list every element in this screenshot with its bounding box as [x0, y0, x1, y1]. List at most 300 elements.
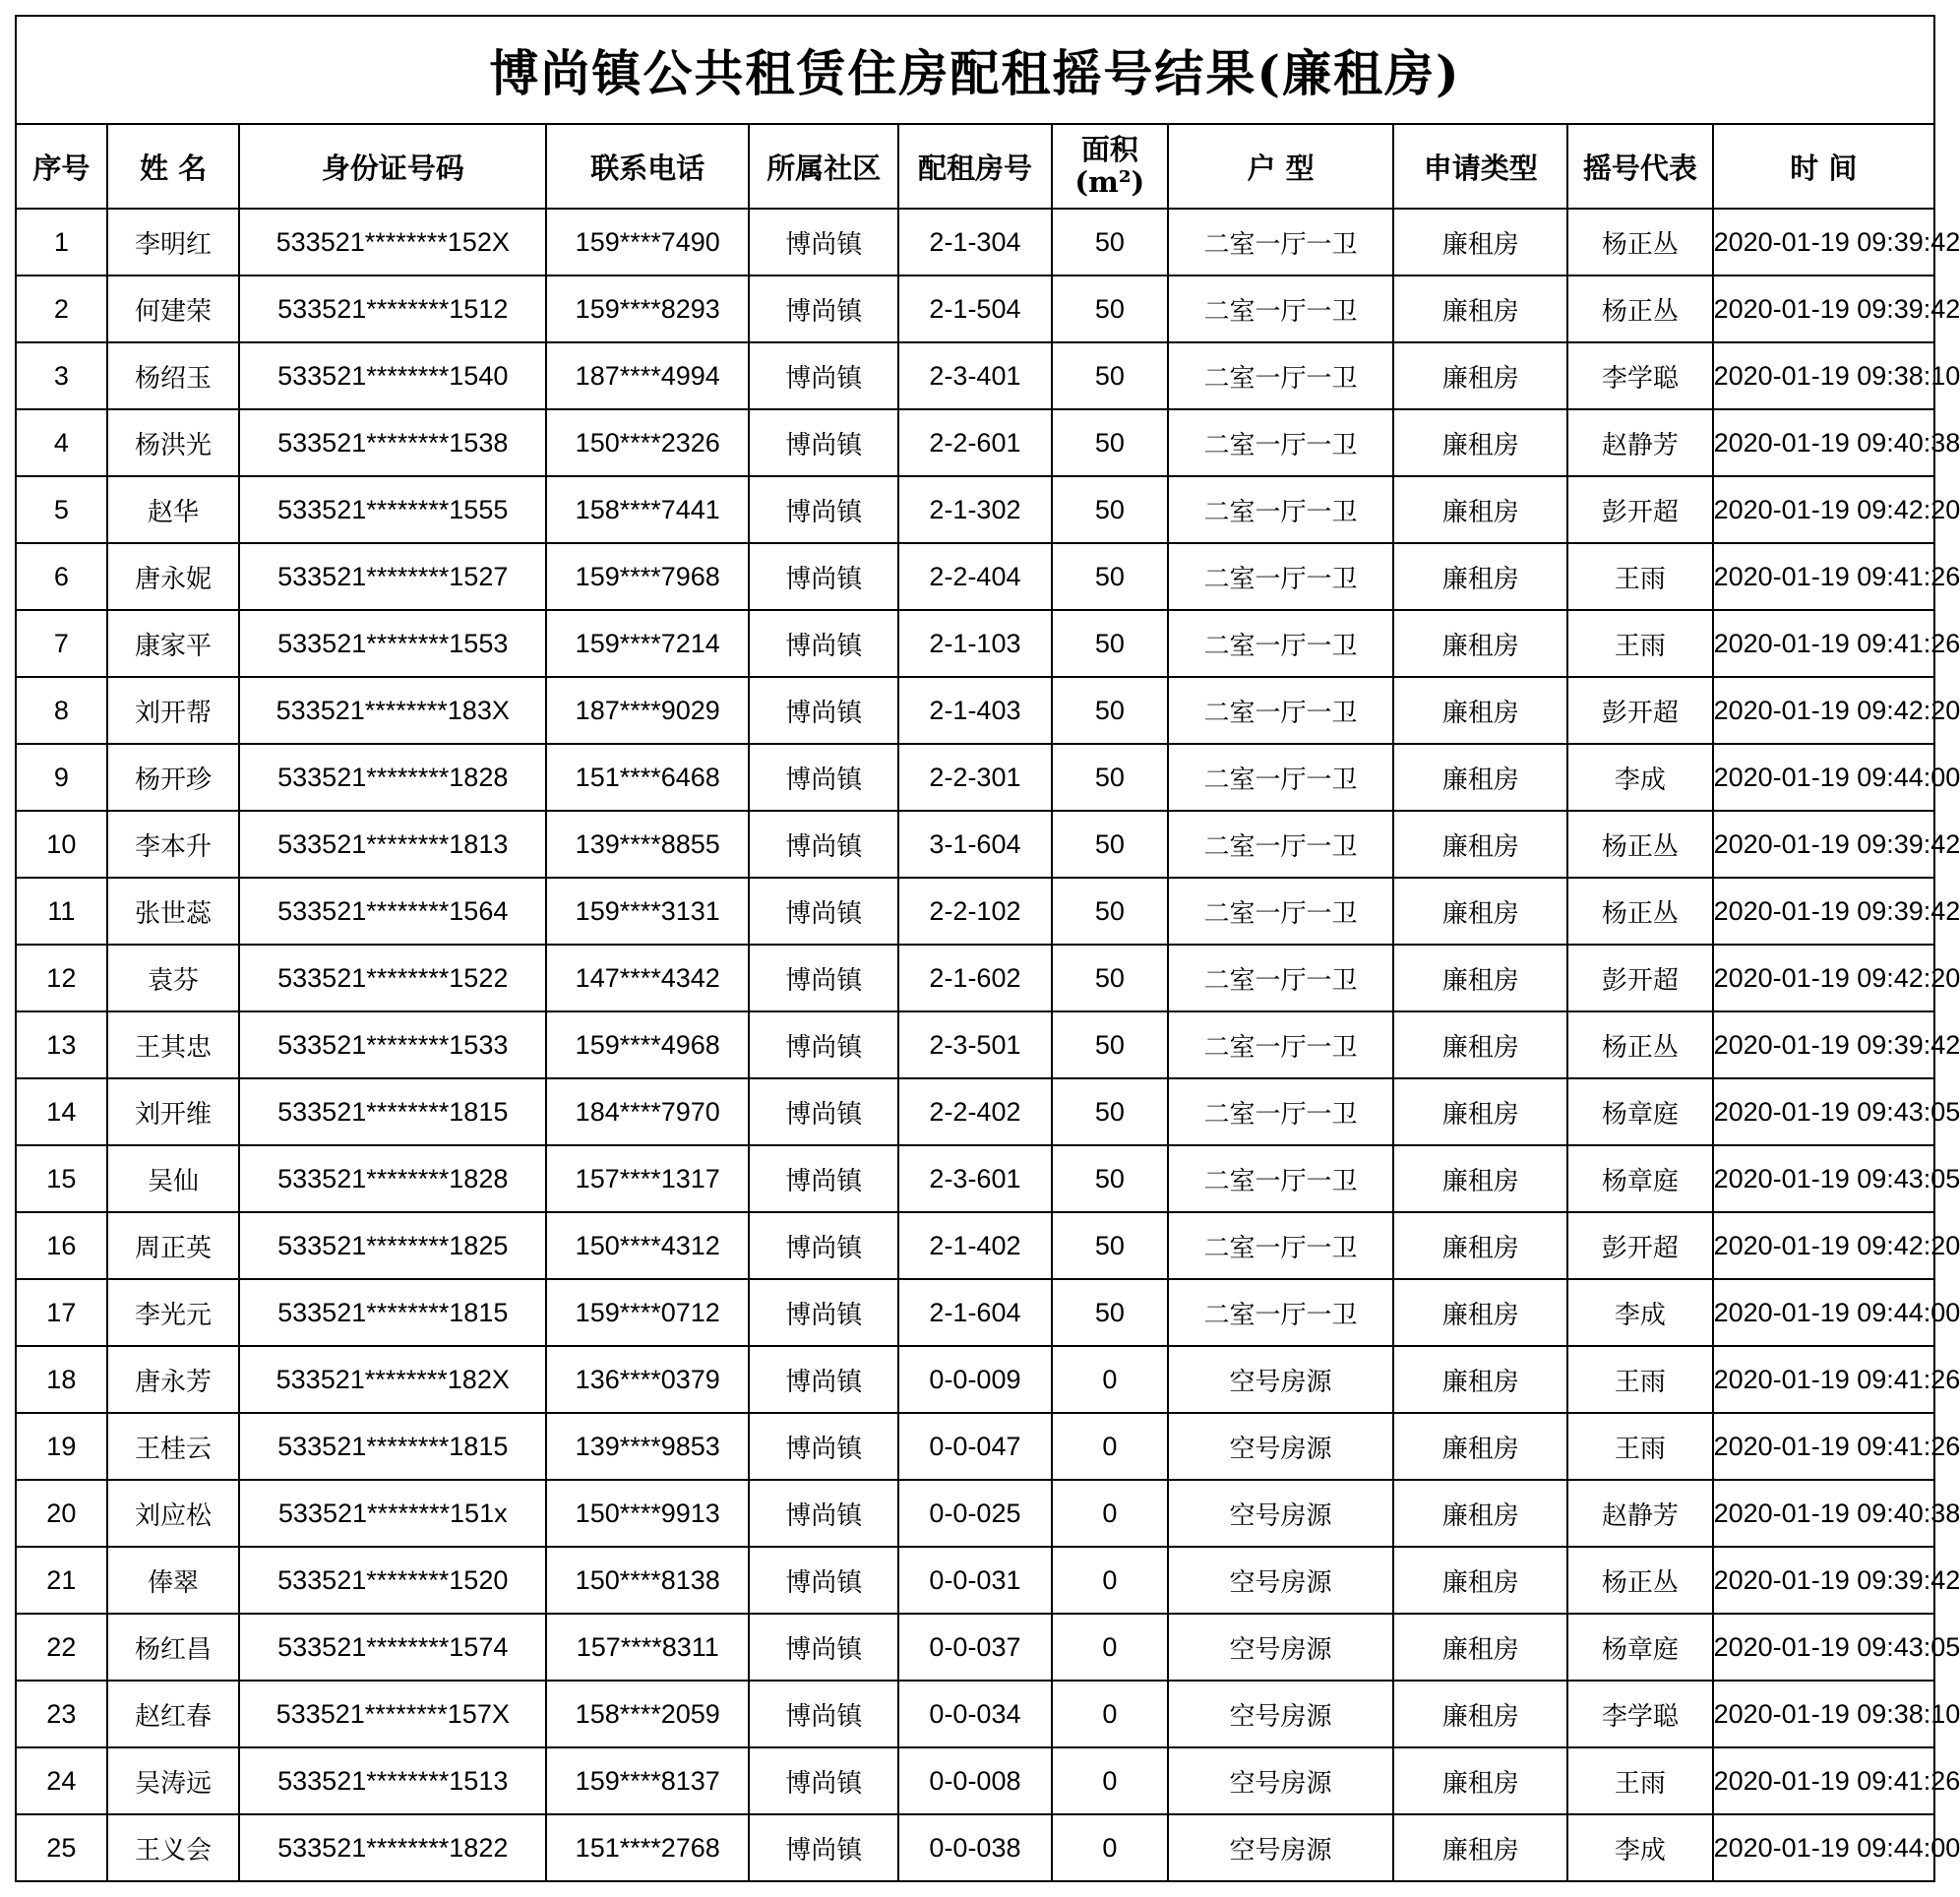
cell-phone: 151****2768	[546, 1814, 749, 1881]
cell-phone: 150****2326	[546, 409, 749, 476]
cell-id-number: 533521********1527	[239, 543, 546, 610]
cell-application-type: 廉租房	[1393, 543, 1567, 610]
cell-index: 15	[16, 1145, 107, 1212]
cell-name: 吴仙	[107, 1145, 240, 1212]
cell-index: 13	[16, 1011, 107, 1078]
cell-area: 50	[1052, 610, 1168, 677]
cell-phone: 147****4342	[546, 945, 749, 1011]
cell-id-number: 533521********1553	[239, 610, 546, 677]
cell-application-type: 廉租房	[1393, 476, 1567, 543]
cell-community: 博尚镇	[749, 677, 898, 744]
cell-id-number: 533521********1522	[239, 945, 546, 1011]
cell-layout: 空号房源	[1168, 1614, 1394, 1681]
cell-index: 10	[16, 811, 107, 878]
cell-id-number: 533521********1555	[239, 476, 546, 543]
cell-name: 刘开帮	[107, 677, 240, 744]
col-header-index: 序号	[16, 124, 107, 209]
cell-name: 王义会	[107, 1814, 240, 1881]
cell-id-number: 533521********183X	[239, 677, 546, 744]
cell-name: 杨开珍	[107, 744, 240, 811]
cell-index: 21	[16, 1547, 107, 1614]
cell-application-type: 廉租房	[1393, 409, 1567, 476]
cell-layout: 空号房源	[1168, 1814, 1394, 1881]
cell-time: 2020-01-19 09:39:42	[1713, 209, 1934, 275]
cell-community: 博尚镇	[749, 409, 898, 476]
cell-name: 刘开维	[107, 1078, 240, 1145]
cell-index: 24	[16, 1747, 107, 1814]
cell-time: 2020-01-19 09:43:05	[1713, 1078, 1934, 1145]
cell-time: 2020-01-19 09:39:42	[1713, 811, 1934, 878]
cell-room-number: 2-1-602	[898, 945, 1052, 1011]
cell-community: 博尚镇	[749, 1547, 898, 1614]
cell-index: 1	[16, 209, 107, 275]
cell-id-number: 533521********1815	[239, 1279, 546, 1346]
cell-time: 2020-01-19 09:41:26	[1713, 1747, 1934, 1814]
cell-room-number: 2-1-402	[898, 1212, 1052, 1279]
cell-area: 50	[1052, 744, 1168, 811]
table-row	[16, 1681, 1934, 1747]
cell-area: 0	[1052, 1413, 1168, 1480]
table-row	[16, 1480, 1934, 1547]
cell-phone: 150****8138	[546, 1547, 749, 1614]
cell-name: 俸翠	[107, 1547, 240, 1614]
cell-id-number: 533521********1825	[239, 1212, 546, 1279]
cell-index: 22	[16, 1614, 107, 1681]
col-header-room-number: 配租房号	[898, 124, 1052, 209]
cell-room-number: 0-0-031	[898, 1547, 1052, 1614]
cell-index: 17	[16, 1279, 107, 1346]
cell-community: 博尚镇	[749, 878, 898, 945]
table-row	[16, 945, 1934, 1011]
cell-community: 博尚镇	[749, 1413, 898, 1480]
cell-lottery-rep: 李成	[1567, 744, 1712, 811]
cell-lottery-rep: 王雨	[1567, 1346, 1712, 1413]
cell-room-number: 0-0-009	[898, 1346, 1052, 1413]
cell-index: 7	[16, 610, 107, 677]
col-header-phone: 联系电话	[546, 124, 749, 209]
cell-index: 2	[16, 275, 107, 342]
cell-area: 50	[1052, 543, 1168, 610]
cell-community: 博尚镇	[749, 543, 898, 610]
cell-name: 唐永芳	[107, 1346, 240, 1413]
cell-name: 康家平	[107, 610, 240, 677]
cell-community: 博尚镇	[749, 209, 898, 275]
cell-room-number: 0-0-038	[898, 1814, 1052, 1881]
cell-lottery-rep: 李学聪	[1567, 1681, 1712, 1747]
cell-time: 2020-01-19 09:42:20	[1713, 945, 1934, 1011]
cell-application-type: 廉租房	[1393, 1279, 1567, 1346]
cell-community: 博尚镇	[749, 945, 898, 1011]
cell-phone: 159****7214	[546, 610, 749, 677]
cell-layout: 二室一厅一卫	[1168, 476, 1394, 543]
cell-room-number: 2-3-601	[898, 1145, 1052, 1212]
cell-layout: 二室一厅一卫	[1168, 409, 1394, 476]
cell-area: 50	[1052, 275, 1168, 342]
cell-time: 2020-01-19 09:42:20	[1713, 1212, 1934, 1279]
cell-id-number: 533521********1538	[239, 409, 546, 476]
cell-application-type: 廉租房	[1393, 1681, 1567, 1747]
cell-id-number: 533521********1813	[239, 811, 546, 878]
cell-phone: 157****1317	[546, 1145, 749, 1212]
cell-lottery-rep: 杨正丛	[1567, 275, 1712, 342]
cell-area: 0	[1052, 1747, 1168, 1814]
cell-name: 何建荣	[107, 275, 240, 342]
cell-community: 博尚镇	[749, 476, 898, 543]
cell-name: 王其忠	[107, 1011, 240, 1078]
table-row	[16, 744, 1934, 811]
cell-application-type: 廉租房	[1393, 1547, 1567, 1614]
results-sheet	[15, 15, 1960, 1882]
cell-community: 博尚镇	[749, 1480, 898, 1547]
cell-area: 50	[1052, 811, 1168, 878]
cell-name: 吴涛远	[107, 1747, 240, 1814]
cell-area: 0	[1052, 1614, 1168, 1681]
cell-time: 2020-01-19 09:39:42	[1713, 275, 1934, 342]
cell-lottery-rep: 彭开超	[1567, 476, 1712, 543]
table-body	[16, 209, 1960, 1881]
cell-application-type: 廉租房	[1393, 945, 1567, 1011]
cell-id-number: 533521********1822	[239, 1814, 546, 1881]
table-row	[16, 209, 1934, 275]
table-row	[16, 1413, 1934, 1480]
cell-layout: 二室一厅一卫	[1168, 1011, 1394, 1078]
cell-room-number: 2-2-301	[898, 744, 1052, 811]
cell-phone: 157****8311	[546, 1614, 749, 1681]
cell-lottery-rep: 杨章庭	[1567, 1078, 1712, 1145]
cell-phone: 159****4968	[546, 1011, 749, 1078]
cell-phone: 187****9029	[546, 677, 749, 744]
cell-community: 博尚镇	[749, 1212, 898, 1279]
col-header-lottery-rep: 摇号代表	[1567, 124, 1712, 209]
cell-time: 2020-01-19 09:38:10	[1713, 342, 1934, 409]
table-row	[16, 878, 1934, 945]
cell-lottery-rep: 李学聪	[1567, 342, 1712, 409]
col-header-application-type: 申请类型	[1393, 124, 1567, 209]
cell-id-number: 533521********152X	[239, 209, 546, 275]
cell-lottery-rep: 杨正丛	[1567, 811, 1712, 878]
cell-index: 18	[16, 1346, 107, 1413]
cell-name: 唐永妮	[107, 543, 240, 610]
cell-phone: 150****4312	[546, 1212, 749, 1279]
cell-community: 博尚镇	[749, 1681, 898, 1747]
cell-room-number: 0-0-034	[898, 1681, 1052, 1747]
cell-name: 李明红	[107, 209, 240, 275]
cell-application-type: 廉租房	[1393, 1614, 1567, 1681]
table-row	[16, 1279, 1934, 1346]
cell-name: 刘应松	[107, 1480, 240, 1547]
cell-application-type: 廉租房	[1393, 1212, 1567, 1279]
cell-name: 赵华	[107, 476, 240, 543]
cell-time: 2020-01-19 09:40:38	[1713, 409, 1934, 476]
cell-layout: 二室一厅一卫	[1168, 209, 1394, 275]
cell-name: 杨洪光	[107, 409, 240, 476]
cell-room-number: 2-2-402	[898, 1078, 1052, 1145]
cell-name: 袁芬	[107, 945, 240, 1011]
cell-time: 2020-01-19 09:41:26	[1713, 543, 1934, 610]
cell-room-number: 0-0-047	[898, 1413, 1052, 1480]
cell-id-number: 533521********1828	[239, 1145, 546, 1212]
cell-phone: 159****3131	[546, 878, 749, 945]
cell-room-number: 2-1-302	[898, 476, 1052, 543]
cell-room-number: 2-2-102	[898, 878, 1052, 945]
cell-application-type: 廉租房	[1393, 744, 1567, 811]
cell-application-type: 廉租房	[1393, 811, 1567, 878]
cell-area: 50	[1052, 945, 1168, 1011]
table-row	[16, 1145, 1934, 1212]
cell-index: 16	[16, 1212, 107, 1279]
cell-layout: 二室一厅一卫	[1168, 744, 1394, 811]
cell-layout: 空号房源	[1168, 1681, 1394, 1747]
cell-phone: 184****7970	[546, 1078, 749, 1145]
cell-phone: 159****7490	[546, 209, 749, 275]
table-row	[16, 409, 1934, 476]
table-row	[16, 610, 1934, 677]
cell-phone: 159****8137	[546, 1747, 749, 1814]
cell-id-number: 533521********1574	[239, 1614, 546, 1681]
cell-application-type: 廉租房	[1393, 1814, 1567, 1881]
cell-time: 2020-01-19 09:39:42	[1713, 878, 1934, 945]
cell-phone: 139****9853	[546, 1413, 749, 1480]
cell-layout: 二室一厅一卫	[1168, 811, 1394, 878]
table-row	[16, 1346, 1934, 1413]
cell-lottery-rep: 王雨	[1567, 1747, 1712, 1814]
cell-id-number: 533521********1520	[239, 1547, 546, 1614]
cell-area: 50	[1052, 1212, 1168, 1279]
cell-name: 赵红春	[107, 1681, 240, 1747]
cell-phone: 159****8293	[546, 275, 749, 342]
col-header-id-number: 身份证号码	[239, 124, 546, 209]
cell-area: 0	[1052, 1346, 1168, 1413]
cell-layout: 空号房源	[1168, 1480, 1394, 1547]
cell-room-number: 2-3-501	[898, 1011, 1052, 1078]
cell-application-type: 廉租房	[1393, 275, 1567, 342]
cell-area: 50	[1052, 1011, 1168, 1078]
cell-layout: 空号房源	[1168, 1747, 1394, 1814]
cell-lottery-rep: 彭开超	[1567, 677, 1712, 744]
cell-community: 博尚镇	[749, 744, 898, 811]
cell-area: 50	[1052, 1145, 1168, 1212]
cell-area: 50	[1052, 476, 1168, 543]
cell-name: 李光元	[107, 1279, 240, 1346]
cell-area: 0	[1052, 1814, 1168, 1881]
cell-phone: 159****0712	[546, 1279, 749, 1346]
cell-community: 博尚镇	[749, 1145, 898, 1212]
cell-index: 11	[16, 878, 107, 945]
cell-area: 50	[1052, 1078, 1168, 1145]
cell-lottery-rep: 赵静芳	[1567, 1480, 1712, 1547]
cell-index: 23	[16, 1681, 107, 1747]
cell-time: 2020-01-19 09:39:42	[1713, 1547, 1934, 1614]
cell-lottery-rep: 彭开超	[1567, 1212, 1712, 1279]
cell-time: 2020-01-19 09:44:00	[1713, 1279, 1934, 1346]
cell-name: 王桂云	[107, 1413, 240, 1480]
cell-name: 杨红昌	[107, 1614, 240, 1681]
cell-area: 50	[1052, 1279, 1168, 1346]
cell-index: 25	[16, 1814, 107, 1881]
cell-id-number: 533521********1513	[239, 1747, 546, 1814]
cell-time: 2020-01-19 09:43:05	[1713, 1145, 1934, 1212]
cell-area: 0	[1052, 1547, 1168, 1614]
cell-layout: 二室一厅一卫	[1168, 1279, 1394, 1346]
table-row	[16, 811, 1934, 878]
cell-lottery-rep: 杨正丛	[1567, 209, 1712, 275]
cell-name: 杨绍玉	[107, 342, 240, 409]
cell-time: 2020-01-19 09:41:26	[1713, 1413, 1934, 1480]
cell-index: 9	[16, 744, 107, 811]
table-row	[16, 1614, 1934, 1681]
results-table	[15, 123, 1960, 1882]
cell-index: 12	[16, 945, 107, 1011]
cell-time: 2020-01-19 09:43:05	[1713, 1614, 1934, 1681]
cell-phone: 139****8855	[546, 811, 749, 878]
col-header-area-label: 面积	[1080, 132, 1138, 166]
cell-room-number: 2-2-404	[898, 543, 1052, 610]
cell-index: 20	[16, 1480, 107, 1547]
cell-index: 4	[16, 409, 107, 476]
cell-lottery-rep: 杨正丛	[1567, 1011, 1712, 1078]
cell-community: 博尚镇	[749, 1747, 898, 1814]
cell-room-number: 0-0-037	[898, 1614, 1052, 1681]
cell-time: 2020-01-19 09:38:10	[1713, 1681, 1934, 1747]
cell-area: 0	[1052, 1480, 1168, 1547]
cell-community: 博尚镇	[749, 1614, 898, 1681]
cell-area: 50	[1052, 409, 1168, 476]
cell-phone: 159****7968	[546, 543, 749, 610]
col-header-time: 时 间	[1713, 124, 1934, 209]
cell-time: 2020-01-19 09:41:26	[1713, 1346, 1934, 1413]
cell-layout: 二室一厅一卫	[1168, 1145, 1394, 1212]
cell-lottery-rep: 杨章庭	[1567, 1614, 1712, 1681]
col-header-community: 所属社区	[749, 124, 898, 209]
cell-community: 博尚镇	[749, 811, 898, 878]
table-header-row	[16, 124, 1934, 209]
cell-lottery-rep: 赵静芳	[1567, 409, 1712, 476]
cell-layout: 空号房源	[1168, 1413, 1394, 1480]
table-row	[16, 1212, 1934, 1279]
cell-id-number: 533521********1512	[239, 275, 546, 342]
cell-time: 2020-01-19 09:44:00	[1713, 1814, 1934, 1881]
cell-application-type: 廉租房	[1393, 1346, 1567, 1413]
table-row	[16, 476, 1934, 543]
cell-phone: 151****6468	[546, 744, 749, 811]
cell-phone: 187****4994	[546, 342, 749, 409]
cell-application-type: 廉租房	[1393, 677, 1567, 744]
cell-lottery-rep: 杨正丛	[1567, 1547, 1712, 1614]
cell-layout: 二室一厅一卫	[1168, 275, 1394, 342]
cell-room-number: 2-1-604	[898, 1279, 1052, 1346]
cell-phone: 158****7441	[546, 476, 749, 543]
cell-index: 3	[16, 342, 107, 409]
cell-layout: 二室一厅一卫	[1168, 1212, 1394, 1279]
cell-time: 2020-01-19 09:39:42	[1713, 1011, 1934, 1078]
cell-id-number: 533521********151x	[239, 1480, 546, 1547]
cell-community: 博尚镇	[749, 1346, 898, 1413]
cell-room-number: 3-1-604	[898, 811, 1052, 878]
cell-time: 2020-01-19 09:41:26	[1713, 610, 1934, 677]
cell-id-number: 533521********1540	[239, 342, 546, 409]
cell-index: 8	[16, 677, 107, 744]
cell-lottery-rep: 王雨	[1567, 543, 1712, 610]
cell-room-number: 2-2-601	[898, 409, 1052, 476]
cell-lottery-rep: 李成	[1567, 1279, 1712, 1346]
cell-layout: 二室一厅一卫	[1168, 878, 1394, 945]
cell-lottery-rep: 彭开超	[1567, 945, 1712, 1011]
cell-layout: 二室一厅一卫	[1168, 945, 1394, 1011]
cell-community: 博尚镇	[749, 1814, 898, 1881]
cell-id-number: 533521********1533	[239, 1011, 546, 1078]
cell-time: 2020-01-19 09:44:00	[1713, 744, 1934, 811]
cell-lottery-rep: 王雨	[1567, 1413, 1712, 1480]
cell-layout: 二室一厅一卫	[1168, 543, 1394, 610]
table-row	[16, 543, 1934, 610]
table-row	[16, 1547, 1934, 1614]
cell-application-type: 廉租房	[1393, 1413, 1567, 1480]
cell-room-number: 0-0-008	[898, 1747, 1052, 1814]
cell-application-type: 廉租房	[1393, 342, 1567, 409]
cell-community: 博尚镇	[749, 275, 898, 342]
cell-room-number: 2-1-103	[898, 610, 1052, 677]
cell-layout: 空号房源	[1168, 1547, 1394, 1614]
cell-layout: 二室一厅一卫	[1168, 1078, 1394, 1145]
cell-layout: 二室一厅一卫	[1168, 342, 1394, 409]
cell-application-type: 廉租房	[1393, 878, 1567, 945]
cell-community: 博尚镇	[749, 1078, 898, 1145]
cell-application-type: 廉租房	[1393, 610, 1567, 677]
cell-room-number: 2-1-304	[898, 209, 1052, 275]
cell-application-type: 廉租房	[1393, 209, 1567, 275]
cell-index: 19	[16, 1413, 107, 1480]
cell-time: 2020-01-19 09:40:38	[1713, 1480, 1934, 1547]
cell-lottery-rep: 王雨	[1567, 610, 1712, 677]
table-row	[16, 677, 1934, 744]
cell-name: 周正英	[107, 1212, 240, 1279]
cell-lottery-rep: 杨正丛	[1567, 878, 1712, 945]
cell-id-number: 533521********1828	[239, 744, 546, 811]
cell-phone: 136****0379	[546, 1346, 749, 1413]
cell-index: 14	[16, 1078, 107, 1145]
cell-id-number: 533521********1815	[239, 1078, 546, 1145]
col-header-area-unit: (m²)	[1074, 165, 1145, 199]
cell-time: 2020-01-19 09:42:20	[1713, 677, 1934, 744]
cell-room-number: 2-1-403	[898, 677, 1052, 744]
table-row	[16, 342, 1934, 409]
col-header-name: 姓 名	[107, 124, 240, 209]
cell-application-type: 廉租房	[1393, 1747, 1567, 1814]
table-row	[16, 1747, 1934, 1814]
cell-index: 6	[16, 543, 107, 610]
cell-time: 2020-01-19 09:42:20	[1713, 476, 1934, 543]
cell-index: 5	[16, 476, 107, 543]
cell-lottery-rep: 李成	[1567, 1814, 1712, 1881]
cell-phone: 150****9913	[546, 1480, 749, 1547]
cell-community: 博尚镇	[749, 342, 898, 409]
cell-application-type: 廉租房	[1393, 1078, 1567, 1145]
cell-room-number: 2-3-401	[898, 342, 1052, 409]
cell-id-number: 533521********157X	[239, 1681, 546, 1747]
cell-area: 50	[1052, 342, 1168, 409]
cell-application-type: 廉租房	[1393, 1145, 1567, 1212]
cell-room-number: 2-1-504	[898, 275, 1052, 342]
cell-area: 0	[1052, 1681, 1168, 1747]
cell-application-type: 廉租房	[1393, 1011, 1567, 1078]
cell-phone: 158****2059	[546, 1681, 749, 1747]
col-header-layout: 户 型	[1168, 124, 1394, 209]
col-header-area	[1052, 124, 1168, 209]
cell-name: 张世蕊	[107, 878, 240, 945]
cell-area: 50	[1052, 209, 1168, 275]
cell-layout: 二室一厅一卫	[1168, 610, 1394, 677]
cell-name: 李本升	[107, 811, 240, 878]
